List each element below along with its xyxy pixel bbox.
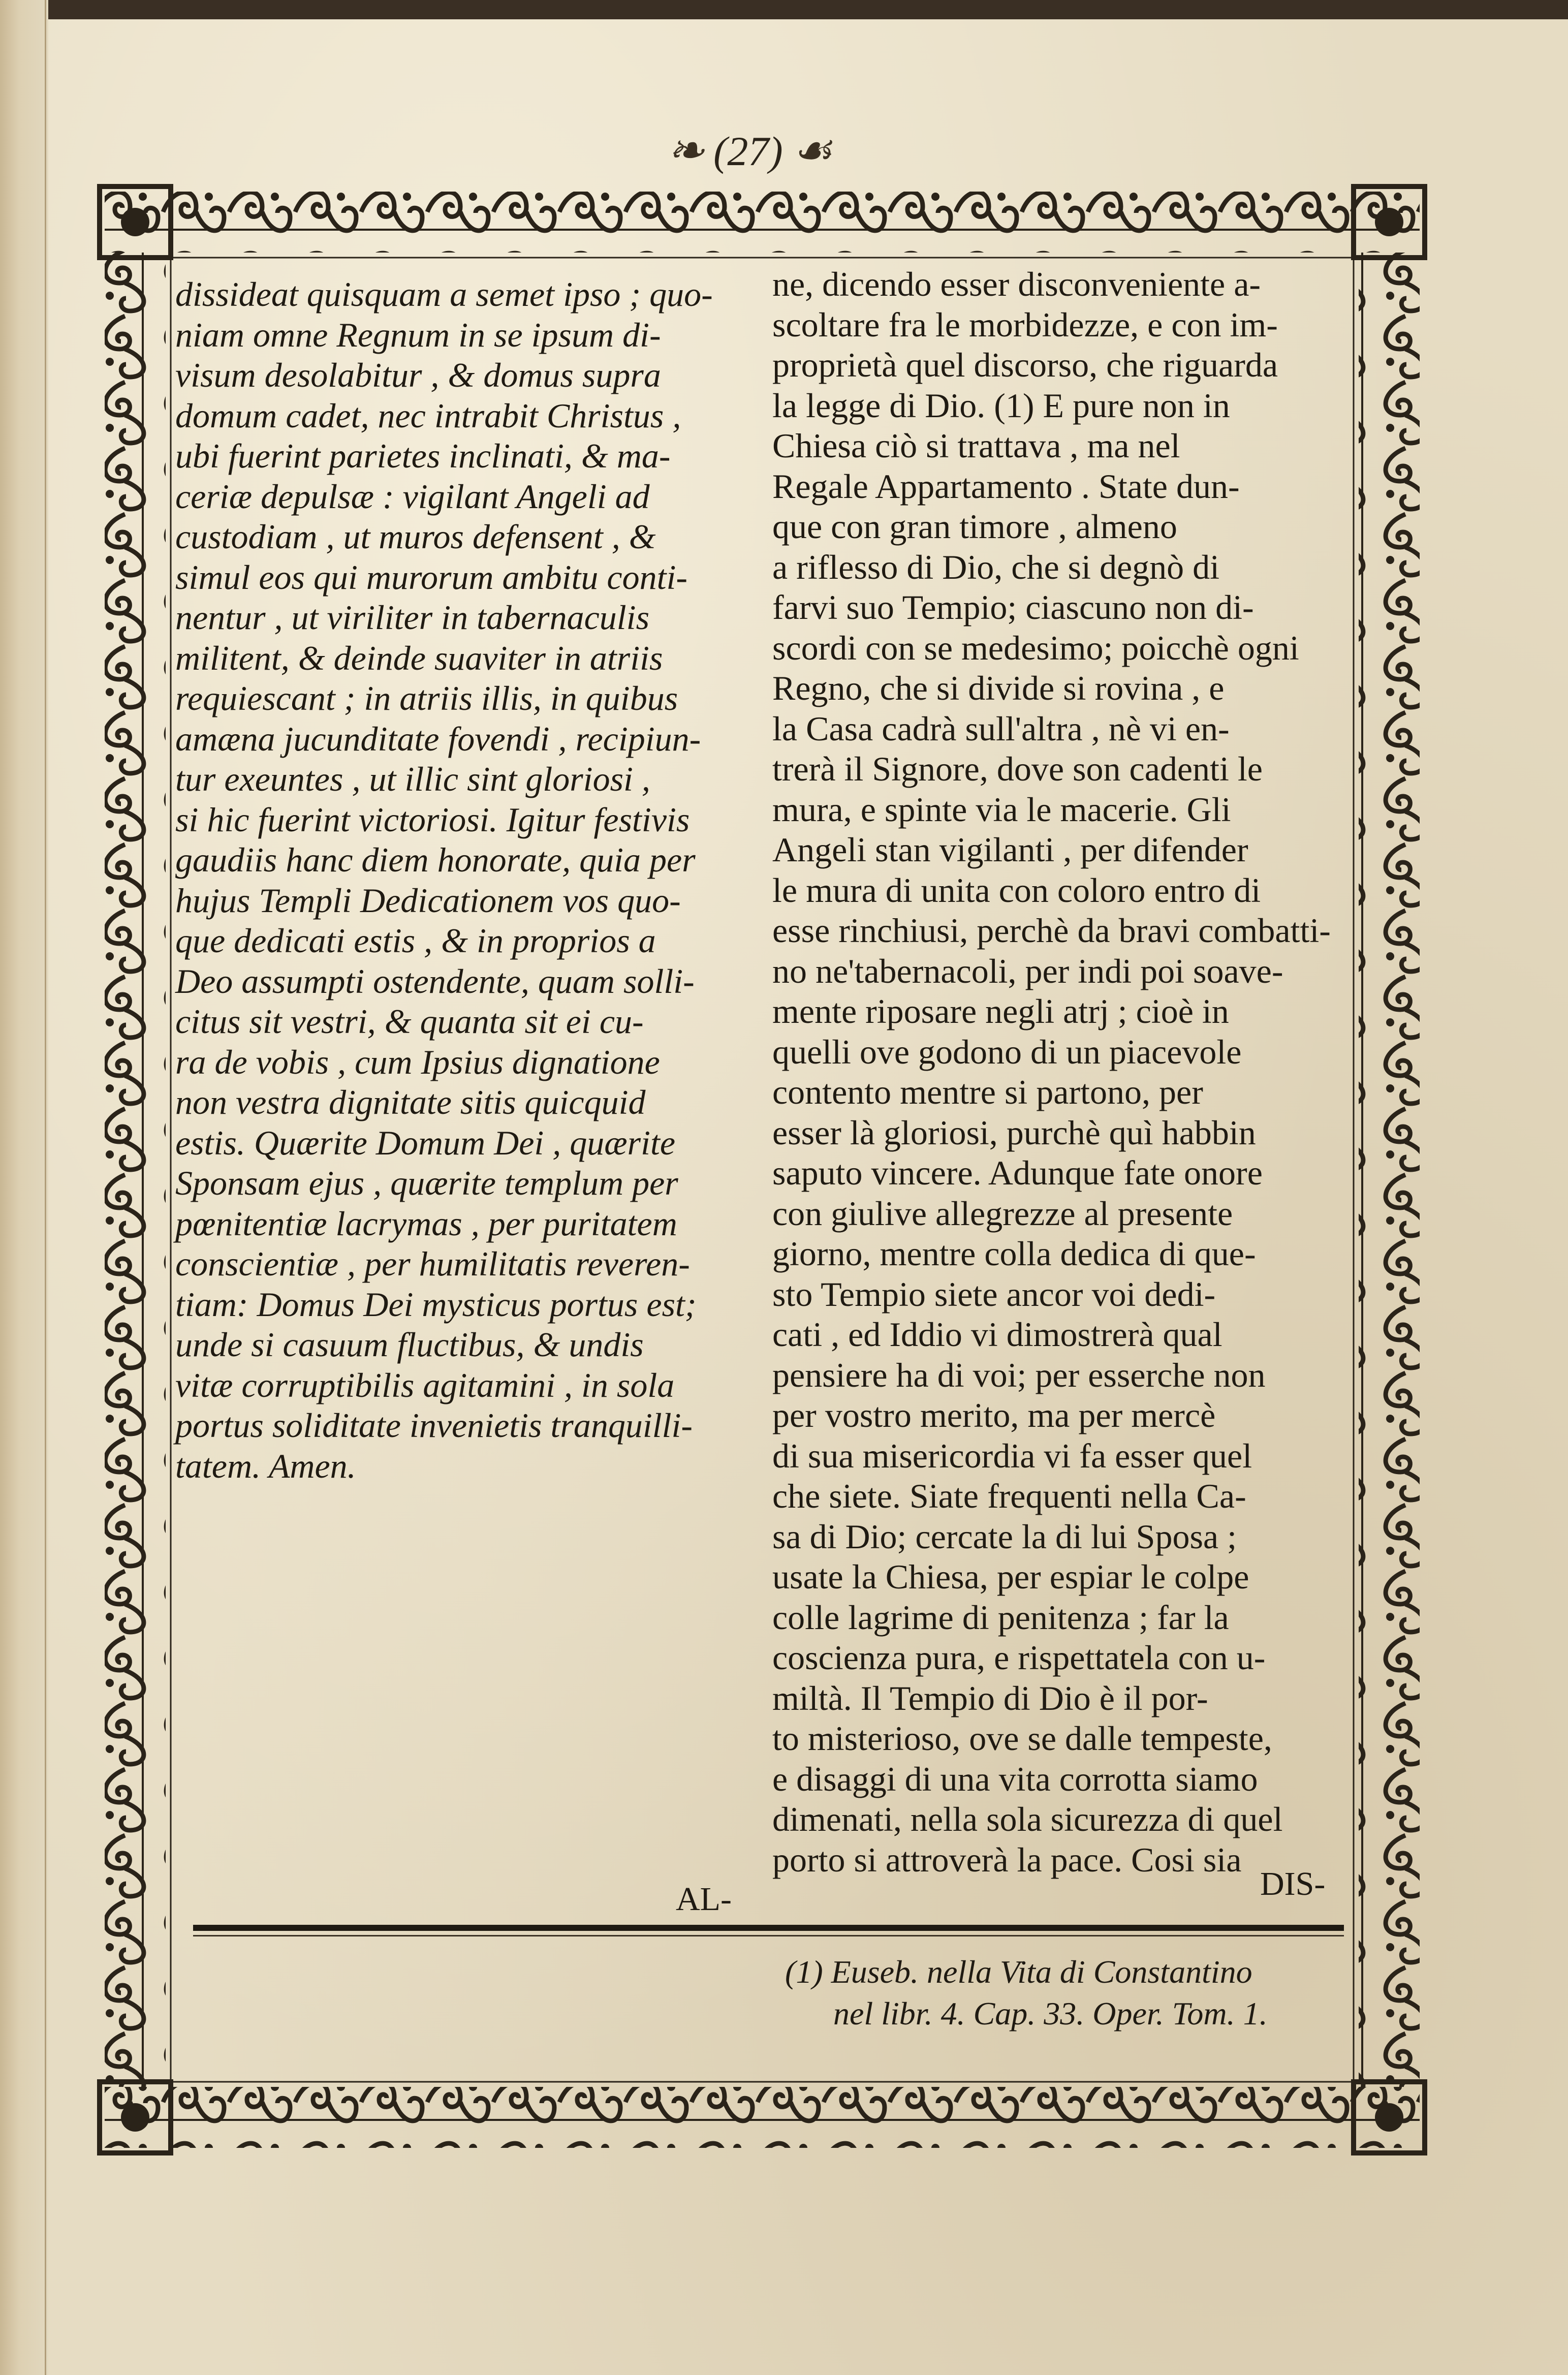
text-line: militent, & deinde suaviter in atriis bbox=[175, 638, 663, 677]
text-line: scoltare fra le morbidezze, e con im- bbox=[772, 305, 1278, 344]
text-line: hujus Templi Dedicationem vos quo- bbox=[175, 881, 681, 920]
text-line: scordi con se medesimo; poicchè ogni bbox=[772, 628, 1299, 667]
text-line: coscienza pura, e rispettatela con u- bbox=[772, 1638, 1266, 1677]
catchword-right: DIS- bbox=[1260, 1865, 1326, 1902]
text-line: e disaggi di una vita corrotta siamo bbox=[772, 1759, 1258, 1798]
text-line: quelli ove godono di un piacevole bbox=[772, 1032, 1242, 1071]
text-line: dimenati, nella sola sicurezza di quel bbox=[772, 1800, 1283, 1838]
text-line: cati , ed Iddio vi dimostrerà qual bbox=[772, 1315, 1222, 1354]
text-line: la Casa cadrà sull'altra , nè vi en- bbox=[772, 709, 1230, 748]
text-line: Sponsam ejus , quærite templum per bbox=[175, 1164, 678, 1202]
text-line: che siete. Siate frequenti nella Ca- bbox=[772, 1477, 1246, 1515]
text-line: porto si attroverà la pace. Cosi sia bbox=[772, 1840, 1242, 1879]
text-line: sa di Dio; cercate la di lui Sposa ; bbox=[772, 1517, 1237, 1556]
text-line: a riflesso di Dio, che si degnò di bbox=[772, 547, 1220, 586]
text-line: Deo assumpti ostendente, quam solli- bbox=[175, 961, 695, 1001]
page-number: (27) bbox=[713, 128, 783, 175]
text-line: unde si casuum fluctibus, & undis bbox=[175, 1325, 644, 1364]
text-line: estis. Quærite Domum Dei , quærite bbox=[175, 1123, 676, 1162]
page-spine-shadow bbox=[0, 0, 48, 2375]
text-line: tur exeuntes , ut illic sint gloriosi , bbox=[175, 760, 650, 798]
text-line: nentur , ut viriliter in tabernaculis bbox=[175, 598, 650, 637]
text-line: Regale Appartamento . State dun- bbox=[772, 466, 1240, 506]
text-line: sto Tempio siete ancor voi dedi- bbox=[772, 1274, 1216, 1314]
text-line: domum cadet, nec intrabit Christus , bbox=[175, 396, 681, 435]
show-through-text bbox=[193, 1453, 772, 2038]
text-line: ceriæ depulsæ : vigilant Angeli ad bbox=[175, 477, 650, 516]
text-line: Angeli stan vigilanti , per difender bbox=[772, 830, 1248, 869]
text-line: di sua misericordia vi fa esser quel bbox=[772, 1436, 1252, 1475]
right-flourish-icon: ☙ bbox=[792, 127, 832, 176]
text-line: la legge di Dio. (1) E pure non in bbox=[772, 386, 1230, 425]
text-line: esse rinchiusi, perchè da bravi combatti- bbox=[772, 911, 1331, 950]
text-line: trerà il Signore, dove son cadenti le bbox=[772, 749, 1263, 788]
text-line: conscientiæ , per humilitatis reveren- bbox=[175, 1244, 690, 1283]
text-line: niam omne Regnum in se ipsum di- bbox=[175, 315, 661, 354]
latin-text-column bbox=[175, 274, 744, 1486]
scan-edge bbox=[0, 0, 1568, 19]
text-line: le mura di unita con coloro entro di bbox=[772, 870, 1261, 910]
text-line: per vostro merito, ma per mercè bbox=[772, 1396, 1216, 1434]
text-line: con giulive allegrezze al presente bbox=[772, 1194, 1233, 1233]
text-line: tiam: Domus Dei mysticus portus est; bbox=[175, 1285, 697, 1324]
text-line: saputo vincere. Adunque fate onore bbox=[772, 1153, 1263, 1192]
text-line: tatem. Amen. bbox=[175, 1446, 356, 1485]
text-line: visum desolabitur , & domus supra bbox=[175, 356, 661, 394]
text-line: vitæ corruptibilis agitamini , in sola bbox=[175, 1365, 675, 1404]
text-line: custodiam , ut muros defensent , & bbox=[175, 517, 656, 556]
left-flourish-icon: ❧ bbox=[667, 127, 705, 176]
text-line: si hic fuerint victoriosi. Igitur festivis bbox=[175, 800, 690, 839]
text-line: requiescant ; in atriis illis, in quibus bbox=[175, 679, 678, 717]
footnote bbox=[785, 1951, 1344, 2035]
italian-text-column bbox=[772, 264, 1336, 1880]
text-line: gaudiis hanc diem honorate, quia per bbox=[175, 840, 696, 879]
text-line: Chiesa ciò si trattava , ma nel bbox=[772, 426, 1180, 465]
text-line: dissideat quisquam a semet ipso ; quo- bbox=[175, 275, 713, 314]
text-line: proprietà quel discorso, che riguarda bbox=[772, 346, 1278, 384]
text-line: mente riposare negli atrj ; cioè in bbox=[772, 992, 1229, 1030]
footnote-rule bbox=[193, 1925, 1344, 1931]
text-line: ne, dicendo esser disconveniente a- bbox=[772, 265, 1261, 303]
text-line: esser là gloriosi, purchè quì habbin bbox=[772, 1113, 1256, 1152]
text-line: colle lagrime di penitenza ; far la bbox=[772, 1598, 1229, 1637]
text-line: usate la Chiesa, per espiar le colpe bbox=[772, 1557, 1249, 1596]
text-line: contento mentre si partono, per bbox=[772, 1073, 1203, 1111]
text-line: farvi suo Tempio; ciascuno non di- bbox=[772, 588, 1254, 627]
text-line: portus soliditate invenietis tranquilli- bbox=[175, 1406, 693, 1445]
text-line: simul eos qui murorum ambitu conti- bbox=[175, 557, 688, 597]
text-line: non vestra dignitate sitis quicquid bbox=[175, 1083, 646, 1121]
text-line: citus sit vestri, & quanta sit ei cu- bbox=[175, 1002, 644, 1041]
text-line: pensiere ha di voi; per esserche non bbox=[772, 1355, 1266, 1394]
footnote-line-2: nel libr. 4. Cap. 33. Oper. Tom. 1. bbox=[833, 1995, 1268, 2032]
text-line: pœnitentiæ lacrymas , per puritatem bbox=[175, 1204, 677, 1243]
text-line: amæna jucunditate fovendi , recipiun- bbox=[175, 719, 701, 758]
page-header bbox=[617, 119, 882, 175]
text-line: que dedicati estis , & in proprios a bbox=[175, 921, 656, 960]
text-line: to misterioso, ove se dalle tempeste, bbox=[772, 1719, 1272, 1758]
text-line: mura, e spinte via le macerie. Gli bbox=[772, 790, 1231, 829]
text-line: Regno, che si divide si rovina , e bbox=[772, 669, 1225, 707]
text-line: ubi fuerint parietes inclinati, & ma- bbox=[175, 436, 671, 475]
text-line: ra de vobis , cum Ipsius dignatione bbox=[175, 1042, 660, 1081]
footnote-line-1: (1) Euseb. nella Vita di Constantino bbox=[785, 1954, 1252, 1990]
footnote-rule-thin bbox=[193, 1935, 1344, 1936]
text-line: miltà. Il Tempio di Dio è il por- bbox=[772, 1678, 1208, 1717]
text-line: que con gran timore , almeno bbox=[772, 507, 1177, 546]
catchword-left: AL- bbox=[676, 1881, 732, 1918]
text-line: giorno, mentre colla dedica di que- bbox=[772, 1234, 1256, 1273]
text-line: no ne'tabernacoli, per indi poi soave- bbox=[772, 951, 1283, 990]
spine-crease bbox=[45, 0, 46, 2375]
page-number-value: 27 bbox=[727, 128, 769, 175]
